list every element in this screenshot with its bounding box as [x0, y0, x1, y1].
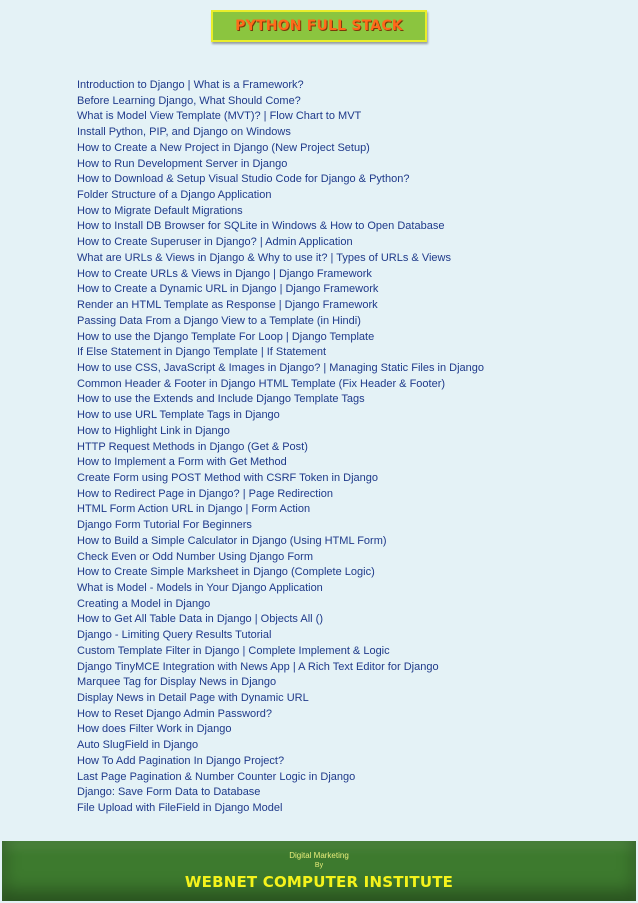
- footer-line-1: Digital Marketing: [289, 851, 349, 860]
- list-item: Passing Data From a Django View to a Template (in Hindi): [77, 314, 361, 327]
- list-item: How to Create Superuser in Django? | Admin Application: [77, 236, 353, 249]
- list-item: How to Download & Setup Visual Studio Code for Django & Python?: [77, 173, 410, 186]
- list-item: Django TinyMCE Integration with News App | A Rich Text Editor for Django: [77, 660, 439, 673]
- list-item: How to use the Django Template For Loop | Django Template: [77, 330, 375, 343]
- list-item: How to Get All Table Data in Django | Objects All (): [77, 613, 323, 626]
- list-item: Creating a Model in Django: [77, 597, 211, 610]
- list-item: How to Migrate Default Migrations: [77, 204, 243, 217]
- list-item: Display News in Detail Page with Dynamic URL: [77, 692, 309, 705]
- title-banner: [211, 10, 427, 42]
- list-item: Folder Structure of a Django Application: [77, 189, 272, 202]
- list-item: Before Learning Django, What Should Come?: [77, 94, 301, 107]
- list-item: Marquee Tag for Display News in Django: [77, 676, 277, 689]
- list-item: Django - Limiting Query Results Tutorial: [77, 629, 272, 642]
- list-item: Introduction to Django | What is a Framework?: [77, 79, 304, 91]
- list-item: How to Reset Django Admin Password?: [77, 707, 273, 720]
- list-item: HTTP Request Methods in Django (Get & Post): [77, 440, 308, 453]
- list-item: How to use URL Template Tags in Django: [77, 409, 280, 422]
- list-item: Create Form using POST Method with CSRF Token in Django: [77, 471, 379, 484]
- list-item: How to use CSS, JavaScript & Images in Django? | Managing Static Files in Django: [77, 361, 484, 374]
- list-item: How To Add Pagination In Django Project?: [77, 754, 285, 767]
- list-item: Django: Save Form Data to Database: [77, 786, 261, 799]
- footer-bar: [2, 841, 636, 901]
- page-title: PYTHON FULL STACK: [235, 18, 403, 34]
- list-item: How does Filter Work in Django: [77, 723, 232, 736]
- list-item: Auto SlugField in Django: [77, 739, 199, 752]
- list-item: How to Highlight Link in Django: [77, 424, 230, 437]
- footer-line-2: By: [314, 862, 324, 869]
- list-item: What is Model - Models in Your Django Application: [77, 582, 323, 594]
- list-item: How to Run Development Server in Django: [77, 157, 288, 170]
- list-item: How to Create a New Project in Django (New Project Setup): [77, 141, 370, 154]
- list-item: Custom Template Filter in Django | Complete Implement & Logic: [77, 644, 390, 657]
- list-item: How to Install DB Browser for SQLite in Windows & How to Open Database: [77, 220, 445, 233]
- list-item: Install Python, PIP, and Django on Windows: [77, 126, 291, 139]
- list-item: Check Even or Odd Number Using Django Form: [77, 550, 313, 563]
- list-item: How to Implement a Form with Get Method: [77, 456, 287, 469]
- institute-name: WEBNET COMPUTER INSTITUTE: [184, 873, 454, 891]
- list-item: Render an HTML Template as Response | Django Framework: [77, 299, 378, 312]
- list-item: How to Build a Simple Calculator in Django (Using HTML Form): [77, 534, 387, 547]
- list-item: Django Form Tutorial For Beginners: [77, 519, 252, 532]
- list-item: How to Create a Dynamic URL in Django | Django Framework: [77, 283, 379, 296]
- list-item: What is Model View Template (MVT)? | Flow Chart to MVT: [77, 110, 362, 123]
- list-item: What are URLs & Views in Django & Why to use it? | Types of URLs & Views: [77, 251, 451, 264]
- list-item: HTML Form Action URL in Django | Form Action: [77, 503, 311, 516]
- list-item: Common Header & Footer in Django HTML Template (Fix Header & Footer): [77, 377, 446, 390]
- list-item: How to Redirect Page in Django? | Page Redirection: [77, 487, 334, 500]
- list-item: File Upload with FileField in Django Model: [77, 802, 283, 815]
- list-item: How to use the Extends and Include Django Template Tags: [77, 393, 365, 406]
- list-item: If Else Statement in Django Template | If Statement: [77, 346, 327, 359]
- list-item: Last Page Pagination & Number Counter Logic in Django: [77, 770, 356, 783]
- list-item: How to Create Simple Marksheet in Django (Complete Logic): [77, 566, 375, 579]
- topic-list: [77, 78, 617, 817]
- list-item: How to Create URLs & Views in Django | Django Framework: [77, 267, 372, 280]
